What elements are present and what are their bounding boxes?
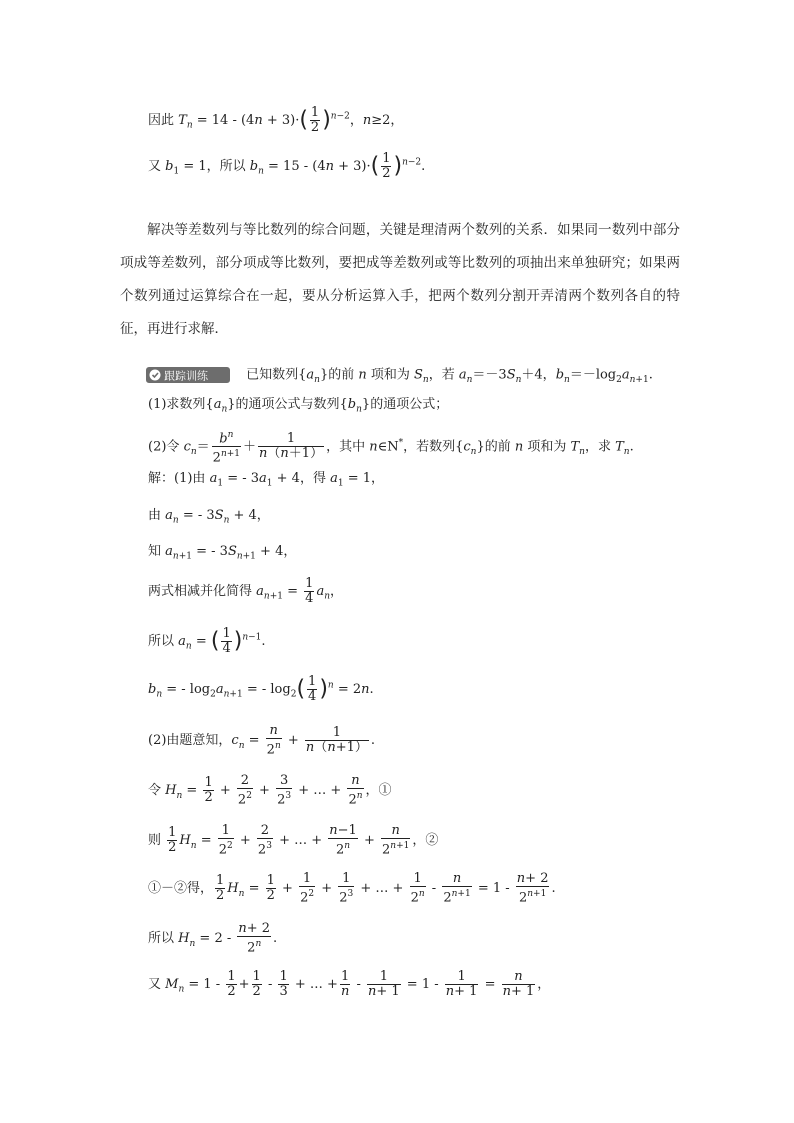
line-bn-result: 又 $b_1 = 1$，所以 $b_n = 15 - (4n + 3)\cdot$( $\frac{1}{2}$ )$^{n-2}$.: [148, 151, 426, 181]
question-1: (1)求数列$\{a_n\}$的通项公式与数列$\{b_n\}$的通项公式；: [148, 397, 449, 415]
problem-stem: 跟踪训练 已知数列$\{a_n\}$的前 n 项和为 $S_n$，若 $a_n=-3S_n+4$，$b_n=-\log_2a_{n+1}$.: [146, 366, 653, 389]
line-Tn-result: 因此 $T_n = 14 - (4n + 3)\cdot$( $\frac{1}{2}$ )$^{n-2}$，n≥2，: [148, 105, 404, 135]
tracking-practice-badge: [146, 366, 232, 384]
solution-step-9: 则 $\frac{1}{2}$ $H_n$ = $\frac{1}{2^2}$ + $\frac{2}{2^3}$ + … + $\frac{n-1}{2^n}$ + $\frac{n}{2^{n+1}}$ ，②: [148, 823, 439, 858]
solution-step-6: $b_n$ = - $\log_2a_{n+1}$ = - $\log_2$( $\frac{1}{4}$ )$^n$ = 2n.: [148, 674, 374, 704]
question-2: (2)令 $c_n=$ $\frac{b^n}{2^{n+1}}$ ＋ $\frac{1}{n(n+1)}$ ，其中 n∈N*，若数列$\{c_n\}$的前 n 项和为 $T_n$，求 $T_n$.: [148, 430, 634, 466]
solution-step-3: 知 $a_{n+1}$ = - $3S_{n+1} + 4$，: [148, 544, 297, 562]
solution-step-11: 所以 $H_n = 2$ - $\frac{n+ 2}{2^n}$ .: [148, 921, 278, 956]
solution-step-8: 令 $H_n$ = $\frac{1}{2}$ + $\frac{2}{2^2}$ + $\frac{3}{2^3}$ + … + $\frac{n}{2^n}$ ，①: [148, 773, 392, 808]
svg-text:跟踪训练: 跟踪训练: [164, 369, 208, 383]
solution-step-1: 解：(1)由 $a_1$ = - $3a_1 + 4$，得 $a_1 = 1$，: [148, 471, 385, 489]
solution-step-7: (2)由题意知，$c_n$ = $\frac{n}{2^n}$ + $\frac{1}{n(n+1)}$ .: [148, 723, 375, 758]
solution-step-10: ①－②得， $\frac{1}{2}$ $H_n$ = $\frac{1}{2}$ + $\frac{1}{2^2}$ + $\frac{1}{2^3}$ + … + $\frac{1}{2^n}$ - $\frac{n}{2^{n+1}}$ = 1 - $\frac{n+ 2}{2^{n+1}}$ .: [148, 871, 556, 906]
summary-paragraph: 解决等差数列与等比数列的综合问题，关键是理清两个数列的关系．如果同一数列中部分项成等差数列，部分项成等比数列，要把成等差数列或等比数列的项抽出来单独研究；如果两个数列通过运算综合在一起，要从分析运算入手，把两个数列分割开弄清两个数列各自的特征，再进行求解．: [120, 222, 680, 337]
solution-step-12: 又 $M_n = 1$ - $\frac{1}{2}$ + $\frac{1}{2}$ - $\frac{1}{3}$ + … + $\frac{1}{n}$ - $\frac{1}{n+ 1}$ = 1 - $\frac{1}{n+ 1}$ = $\frac{n}{n+ 1}$ ，: [148, 969, 551, 999]
solution-step-5: 所以 $a_n$ = ( $\frac{1}{4}$ )$^{n-1}$.: [148, 626, 266, 656]
solution-step-2: 由 $a_n$ = - $3S_n + 4$，: [148, 508, 270, 526]
solution-step-4: 两式相减并化简得 $a_{n+1}$ = $\frac{1}{4}$ $a_n$，: [148, 576, 344, 606]
